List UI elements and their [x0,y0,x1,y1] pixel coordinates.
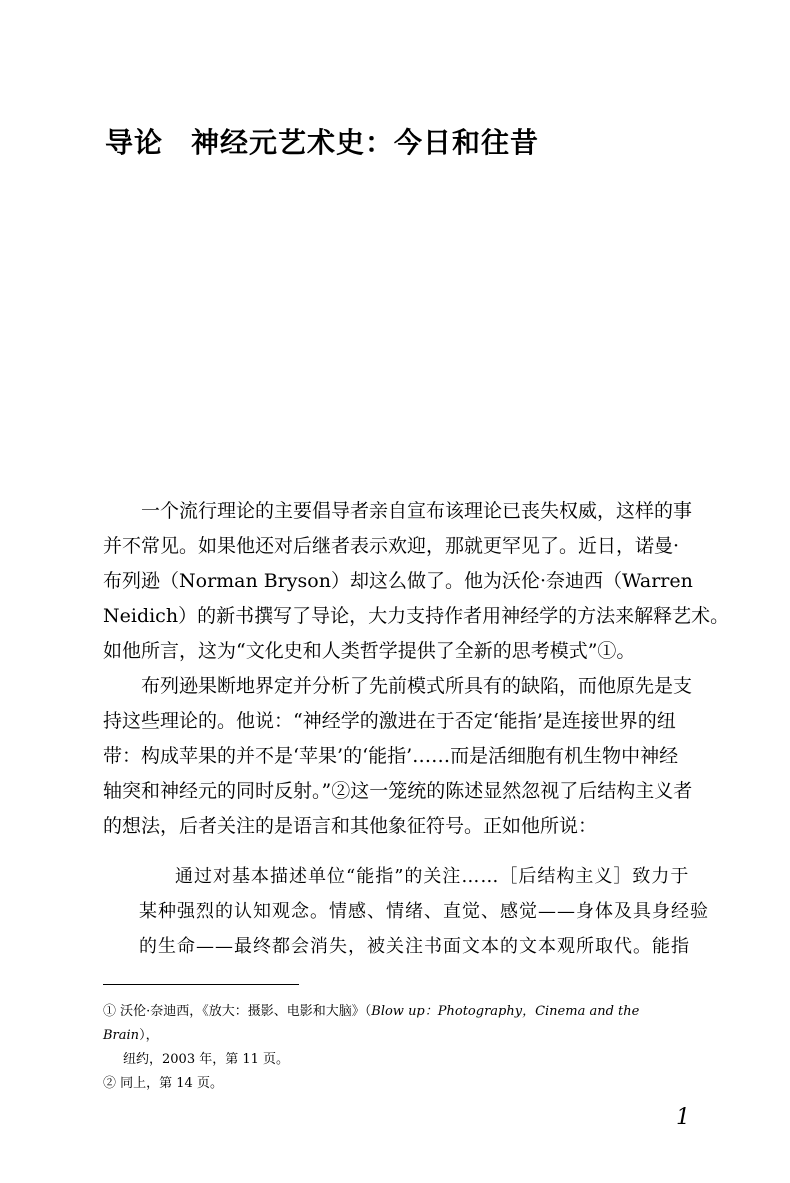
paragraph-line: 一个流行理论的主要倡导者亲自宣布该理论已丧失权威，这样的事 [141,500,693,522]
footnote-1-text: ① 沃伦·奈迪西，《放大：摄影、电影和大脑》（ [103,1004,372,1019]
footnote-1-continuation: 纽约，2003 年，第 11 页。 [123,1052,290,1067]
paragraph-line: 的想法，后者关注的是语言和其他象征符号。正如他所说： [103,815,598,837]
paragraph-line: 并不常见。如果他还对后继者表示欢迎，那就更罕见了。近日，诺曼· [103,535,680,557]
paragraph-1 [103,494,730,669]
footnotes [103,1000,693,1096]
page-number: 1 [676,1105,690,1130]
paragraph-line: Neidich）的新书撰写了导论，大力支持作者用神经学的方法来解释艺术。 [103,605,730,627]
footnote-1-english-title: Blow up：Photography，Cinema and the Brain [103,1004,640,1043]
quote-line: 通过对基本描述单位“能指”的关注……［后结构主义］致力于 [175,866,690,887]
paragraph-line: 轴突和神经元的同时反射。”②这一笼统的陈述显然忽视了后结构主义者 [103,780,693,802]
paragraph-line: 如他所言，这为“文化史和人类哲学提供了全新的思考模式”①。 [103,640,636,662]
footnote-1 [103,1000,693,1048]
paragraph-2 [103,669,691,844]
chapter-heading [105,121,539,161]
paragraph-line: 布列逊（Norman Bryson）却这么做了。他为沃伦·奈迪西（Warren [103,570,693,592]
block-quote [139,859,709,964]
chapter-part-label: 导论 [105,126,164,159]
footnote-1-text-end: ）， [139,1028,159,1043]
chapter-title: 神经元艺术史：今日和往昔 [191,126,540,159]
footnote-divider [103,984,299,985]
paragraph-line: 布列逊果断地界定并分析了先前模式所具有的缺陷，而他原先是支 [141,675,693,697]
quote-line: 某种强烈的认知观念。情感、情绪、直觉、感觉——身体及具身经验 [139,901,709,922]
quote-line: 的生命——最终都会消失，被关注书面文本的文本观所取代。能指 [139,936,690,957]
paragraph-line: 带：构成苹果的并不是‘苹果’的‘能指’……而是活细胞有机生物中神经 [103,745,679,767]
footnote-2: ② 同上，第 14 页。 [103,1076,223,1091]
paragraph-line: 持这些理论的。他说：“神经学的激进在于否定‘能指’是连接世界的纽 [103,710,676,732]
